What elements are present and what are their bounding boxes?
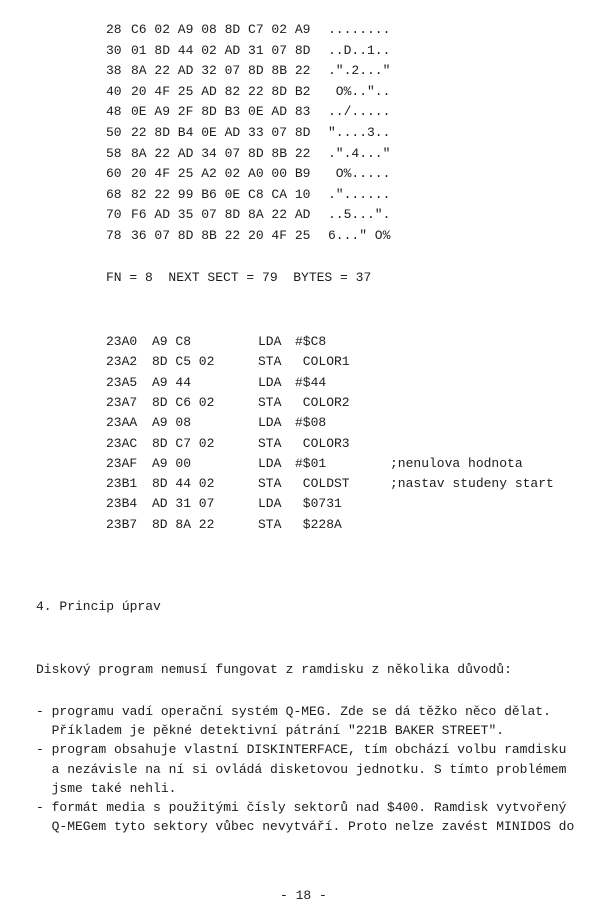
hex-row-bytes: 8A 22 AD 32 07 8D 8B 22 (131, 63, 311, 79)
hex-row-ascii: O%..... (328, 166, 391, 182)
disasm-bytes: 8D C6 02 (152, 394, 215, 410)
disasm-operand: $228A (295, 516, 342, 532)
disasm-bytes: A9 00 (152, 455, 192, 471)
list-line: jsme také nehli. (36, 780, 177, 796)
disasm-address: 23B4 (106, 496, 138, 512)
hex-row-bytes: 8A 22 AD 34 07 8D 8B 22 (131, 145, 311, 161)
hex-row-bytes: 20 4F 25 AD 82 22 8D B2 (131, 83, 311, 99)
hex-row-address: 48 (106, 104, 122, 120)
disasm-opcode: STA (258, 394, 282, 410)
disasm-opcode: LDA (258, 496, 282, 512)
disasm-bytes: AD 31 07 (152, 496, 215, 512)
hex-row-bytes: 0E A9 2F 8D B3 0E AD 83 (131, 104, 311, 120)
list-line: a nezávisle na ní si ovládá disketovou jednotku. S tímto problémem (36, 761, 567, 777)
hex-row-bytes: C6 02 A9 08 8D C7 02 A9 (131, 22, 311, 37)
list-line: - program obsahuje vlastní DISKINTERFACE, tím obchází volbu ramdisku (36, 742, 567, 758)
disasm-address: 23AA (106, 415, 138, 431)
disasm-bytes: 8D 44 02 (152, 476, 215, 492)
list-line: - programu vadí operační systém Q-MEG. Zde se dá těžko něco dělat. (36, 704, 551, 719)
hex-row-address: 68 (106, 186, 122, 202)
page-number: - 18 - (280, 888, 327, 903)
list-line: - formát media s použitými čísly sektorů nad $400. Ramdisk vytvořený (36, 800, 567, 815)
hex-row-address: 78 (106, 228, 122, 243)
hex-row-bytes: 01 8D 44 02 AD 31 07 8D (131, 42, 311, 58)
hex-row-address: 70 (106, 207, 122, 223)
disasm-operand: $0731 (295, 496, 342, 512)
hex-row-ascii: .".2..." (328, 63, 391, 79)
hex-row-bytes: F6 AD 35 07 8D 8A 22 AD (131, 207, 311, 223)
disasm-operand: COLOR2 (295, 394, 350, 410)
hex-row-ascii: 6..." O% (328, 228, 391, 243)
disasm-opcode: LDA (258, 455, 282, 471)
hex-row-address: 30 (106, 42, 122, 58)
disasm-address: 23AF (106, 455, 138, 471)
hex-row-bytes: 36 07 8D 8B 22 20 4F 25 (131, 228, 311, 243)
disasm-opcode: STA (258, 476, 282, 492)
sector-summary-line: FN = 8 NEXT SECT = 79 BYTES = 37 (106, 270, 372, 285)
hex-row-address: 60 (106, 166, 122, 182)
hex-row-address: 50 (106, 125, 122, 140)
disasm-bytes: A9 08 (152, 415, 192, 431)
section-heading: 4. Princip úprav (36, 599, 161, 614)
disasm-bytes: A9 C8 (152, 334, 192, 349)
disasm-operand: #$C8 (295, 334, 327, 349)
disasm-operand: COLOR3 (295, 435, 350, 451)
disasm-opcode: LDA (258, 415, 282, 431)
disasm-opcode: STA (258, 435, 282, 451)
hex-row-ascii: ..5...". (328, 207, 391, 223)
disasm-bytes: 8D C5 02 (152, 354, 215, 370)
hex-row-ascii: ."...... (328, 186, 391, 202)
disasm-address: 23A7 (106, 394, 138, 410)
hex-row-ascii: ........ (328, 22, 391, 37)
disasm-bytes: 8D C7 02 (152, 435, 215, 451)
hex-row-address: 40 (106, 83, 122, 99)
hex-row-bytes: 22 8D B4 0E AD 33 07 8D (131, 125, 311, 140)
disasm-comment: ;nastav studeny start (390, 476, 554, 492)
disasm-address: 23AC (106, 435, 138, 451)
disasm-opcode: STA (258, 354, 282, 370)
hex-row-ascii: ../..... (328, 104, 391, 120)
hex-row-ascii: "....3.. (328, 125, 391, 140)
disasm-address: 23A0 (106, 334, 138, 349)
hex-row-address: 58 (106, 145, 122, 161)
disasm-operand: COLOR1 (295, 354, 350, 370)
hex-row-ascii: O%..".. (328, 83, 391, 99)
list-line: Příkladem je pěkné detektivní pátrání "221B BAKER STREET". (36, 723, 505, 739)
disasm-address: 23B7 (106, 516, 138, 532)
disasm-operand: COLDST (295, 476, 350, 492)
disasm-operand: #$01 (295, 455, 327, 471)
hex-row-address: 28 (106, 22, 122, 37)
disasm-bytes: 8D 8A 22 (152, 516, 215, 532)
list-line: Q-MEGem tyto sektory vůbec nevytváří. Proto nelze zavést MINIDOS do (36, 819, 575, 835)
hex-row-bytes: 82 22 99 B6 0E C8 CA 10 (131, 186, 311, 202)
disasm-bytes: A9 44 (152, 374, 192, 390)
hex-row-address: 38 (106, 63, 122, 79)
disasm-operand: #$08 (295, 415, 327, 431)
disasm-opcode: STA (258, 516, 282, 532)
disasm-opcode: LDA (258, 374, 282, 390)
hex-row-bytes: 20 4F 25 A2 02 A0 00 B9 (131, 166, 311, 182)
hex-row-ascii: .".4..." (328, 145, 391, 161)
disasm-address: 23A5 (106, 374, 138, 390)
disasm-opcode: LDA (258, 334, 282, 349)
intro-paragraph: Diskový program nemusí fungovat z ramdisku z několika důvodů: (36, 662, 512, 677)
disasm-address: 23B1 (106, 476, 138, 492)
hex-row-ascii: ..D..1.. (328, 42, 391, 58)
disasm-comment: ;nenulova hodnota (390, 455, 523, 471)
disasm-operand: #$44 (295, 374, 327, 390)
disasm-address: 23A2 (106, 354, 138, 370)
